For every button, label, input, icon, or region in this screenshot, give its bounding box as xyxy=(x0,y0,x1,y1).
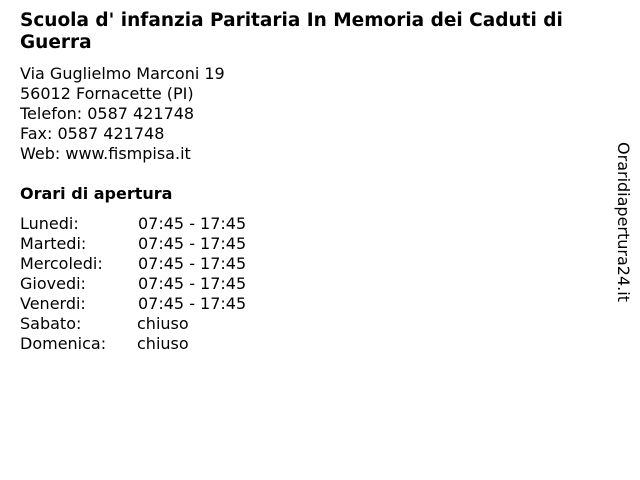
hours-row-venerdi xyxy=(20,294,246,314)
opening-hours-table xyxy=(20,214,246,354)
day-label: Domenica: xyxy=(20,334,107,353)
fax-number: Fax: 0587 421748 xyxy=(20,124,165,143)
phone-number: Telefon: 0587 421748 xyxy=(20,104,195,123)
day-hours: 07:45 - 17:45 xyxy=(138,214,247,233)
address-block xyxy=(20,64,225,164)
day-hours: chiuso xyxy=(137,334,189,353)
day-label: Martedi: xyxy=(20,234,87,253)
hours-row-sabato xyxy=(20,314,246,334)
street-address: Via Guglielmo Marconi 19 xyxy=(20,64,225,83)
hours-row-giovedi xyxy=(20,274,246,294)
day-hours: 07:45 - 17:45 xyxy=(138,234,247,253)
day-label: Sabato: xyxy=(20,314,82,333)
day-hours: 07:45 - 17:45 xyxy=(138,274,247,293)
hours-row-lunedi xyxy=(20,214,246,234)
day-hours: 07:45 - 17:45 xyxy=(138,294,247,313)
website: Web: www.fismpisa.it xyxy=(20,144,191,163)
day-hours: chiuso xyxy=(137,314,189,333)
day-label: Venerdi: xyxy=(20,294,86,313)
opening-hours-heading: Orari di apertura xyxy=(20,184,173,203)
hours-row-domenica xyxy=(20,334,246,354)
day-label: Giovedi: xyxy=(20,274,86,293)
city-address: 56012 Fornacette (PI) xyxy=(20,84,194,103)
site-watermark: Oraridiapertura24.it xyxy=(614,142,633,302)
school-name: Scuola d' infanzia Paritaria In Memoria dei Caduti di Guerra xyxy=(20,10,563,53)
day-label: Mercoledi: xyxy=(20,254,103,273)
hours-row-mercoledi xyxy=(20,254,246,274)
day-label: Lunedi: xyxy=(20,214,79,233)
hours-row-martedi xyxy=(20,234,246,254)
day-hours: 07:45 - 17:45 xyxy=(138,254,247,273)
